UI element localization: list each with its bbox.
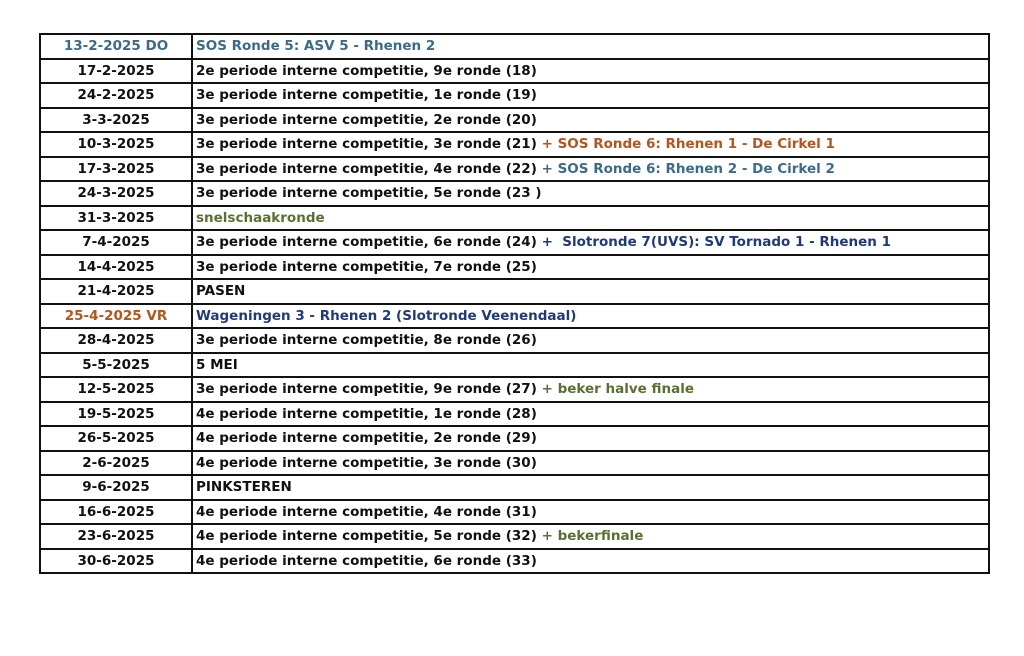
schedule-description [192,206,989,231]
schedule-description [192,524,989,549]
schedule-date: 2-6-2025 [40,451,192,476]
schedule-description [192,475,989,500]
schedule-description [192,279,989,304]
event-text: 4e periode interne competitie, 1e ronde (28) [196,405,537,422]
event-text: 5 MEI [196,356,238,373]
event-text: 3e periode interne competitie, 1e ronde (19) [196,87,537,104]
schedule-row [40,353,989,378]
schedule-date: 7-4-2025 [40,230,192,255]
schedule-description [192,500,989,525]
schedule-row [40,402,989,427]
schedule-description [192,451,989,476]
schedule-date: 13-2-2025 DO [40,34,192,59]
schedule-row [40,206,989,231]
schedule-date: 26-5-2025 [40,426,192,451]
schedule-date: 24-2-2025 [40,83,192,108]
schedule-description [192,181,989,206]
event-extra-text: + Slotronde 7(UVS): SV Tornado 1 - Rhenen 1 [536,234,891,251]
schedule-row [40,255,989,280]
schedule-description [192,549,989,574]
schedule-description [192,353,989,378]
event-extra-text: Wageningen 3 - Rhenen 2 (Slotronde Veenendaal) [196,307,577,324]
event-extra-text: + beker halve finale [536,381,695,398]
schedule-date: 21-4-2025 [40,279,192,304]
schedule-date: 30-6-2025 [40,549,192,574]
schedule-date: 23-6-2025 [40,524,192,549]
schedule-date: 10-3-2025 [40,132,192,157]
schedule-description [192,426,989,451]
schedule-description [192,328,989,353]
schedule-description [192,377,989,402]
event-extra-text: + bekerfinale [536,528,644,545]
schedule-date: 28-4-2025 [40,328,192,353]
schedule-date: 19-5-2025 [40,402,192,427]
schedule-row [40,524,989,549]
schedule-row [40,230,989,255]
schedule-date: 16-6-2025 [40,500,192,525]
event-text: 3e periode interne competitie, 9e ronde (27) [196,381,537,398]
schedule-description [192,132,989,157]
event-text: 4e periode interne competitie, 3e ronde (30) [196,454,537,471]
schedule-table [39,33,990,574]
event-text: PINKSTEREN [196,479,292,496]
schedule-description [192,34,989,59]
schedule-row [40,304,989,329]
event-extra-text: snelschaakronde [196,209,325,226]
schedule-description [192,157,989,182]
schedule-row [40,377,989,402]
event-text: 3e periode interne competitie, 5e ronde (23 ) [196,185,542,202]
schedule-description [192,108,989,133]
event-text: 4e periode interne competitie, 6e ronde (33) [196,552,537,569]
event-extra-text: + SOS Ronde 6: Rhenen 1 - De Cirkel 1 [536,136,835,153]
schedule-row [40,328,989,353]
event-text: 4e periode interne competitie, 5e ronde (32) [196,528,537,545]
schedule-row [40,279,989,304]
schedule-date: 9-6-2025 [40,475,192,500]
schedule-row [40,59,989,84]
event-text: 3e periode interne competitie, 7e ronde (25) [196,258,537,275]
event-extra-text: SOS Ronde 5: ASV 5 - Rhenen 2 [196,38,436,55]
event-text: 3e periode interne competitie, 8e ronde (26) [196,332,537,349]
schedule-date: 12-5-2025 [40,377,192,402]
schedule-date: 14-4-2025 [40,255,192,280]
event-text: 3e periode interne competitie, 2e ronde (20) [196,111,537,128]
schedule-description [192,255,989,280]
schedule-row [40,34,989,59]
schedule-row [40,549,989,574]
schedule-date: 17-3-2025 [40,157,192,182]
schedule-row [40,451,989,476]
schedule-date: 25-4-2025 VR [40,304,192,329]
schedule-body [40,34,989,573]
schedule-row [40,83,989,108]
schedule-description [192,59,989,84]
event-extra-text: + SOS Ronde 6: Rhenen 2 - De Cirkel 2 [536,160,835,177]
event-text: 4e periode interne competitie, 4e ronde (31) [196,503,537,520]
schedule-date: 5-5-2025 [40,353,192,378]
schedule-date: 31-3-2025 [40,206,192,231]
schedule-row [40,426,989,451]
event-text: 2e periode interne competitie, 9e ronde (18) [196,62,537,79]
schedule-description [192,402,989,427]
schedule-row [40,157,989,182]
schedule-row [40,500,989,525]
event-text: 4e periode interne competitie, 2e ronde (29) [196,430,537,447]
schedule-row [40,181,989,206]
schedule-row [40,108,989,133]
schedule-row [40,132,989,157]
schedule-description [192,304,989,329]
schedule-date: 24-3-2025 [40,181,192,206]
schedule-description [192,230,989,255]
schedule-description [192,83,989,108]
schedule-row [40,475,989,500]
event-text: 3e periode interne competitie, 3e ronde (21) [196,136,537,153]
event-text: 3e periode interne competitie, 4e ronde (22) [196,160,537,177]
event-text: PASEN [196,283,246,300]
event-text: 3e periode interne competitie, 6e ronde (24) [196,234,537,251]
schedule-date: 3-3-2025 [40,108,192,133]
schedule-date: 17-2-2025 [40,59,192,84]
